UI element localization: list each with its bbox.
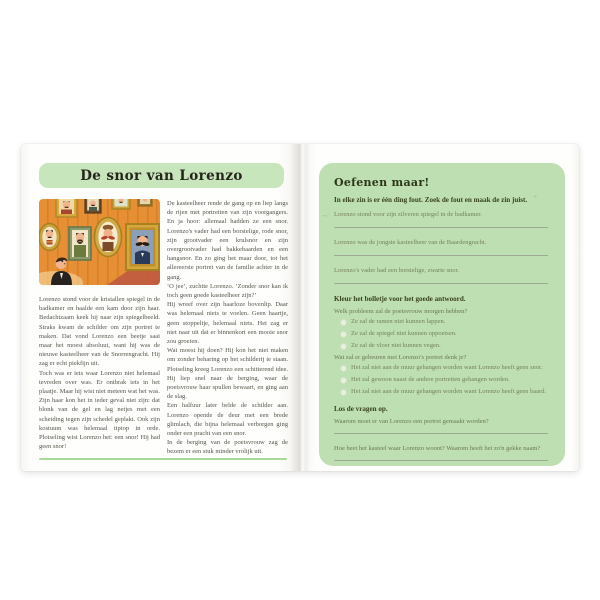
fix-sentence-item	[334, 267, 550, 284]
portrait-frame	[138, 199, 152, 206]
answer-bullet[interactable]	[340, 331, 347, 338]
story-title: De snor van Lorenzo	[80, 167, 243, 184]
exercise-page	[300, 144, 579, 471]
mc-option[interactable]	[340, 318, 550, 326]
portrait-frame	[95, 218, 122, 257]
story-illustration	[39, 199, 160, 285]
answer-line[interactable]	[334, 254, 548, 256]
portrait-frame	[126, 224, 159, 270]
open-question-item	[334, 418, 550, 434]
sentence-to-fix: Lorenzo stond voor zijn zilveren spiegel in de badkamer.	[334, 211, 482, 218]
mc-option-label: Het zal gewoon naast de andere portretten gehangen worden.	[351, 376, 510, 383]
story-paragraph: In de berging van de poetsvrouw zag de bezem er een stuk minder vrolijk uit.	[167, 439, 288, 456]
exercise-instruction: In elke zin is er één ding fout. Zoek de fout en maak de zin juist.	[334, 196, 528, 204]
mc-option-label: Het zal niet aan de muur gehangen worden want Lorenzo heeft geen snor.	[351, 364, 543, 371]
story-text-left	[39, 295, 160, 451]
story-paragraph: Lorenzo stond voor de kristallen spiegel in de badkamer en haalde een kam door zijn haar. Bedachtzaam keek hij naar zijn spiegelbeeld. Straks kwam de schilder om zijn portret te maken. Dat vond Lorenzo een beetje saai maar het moest absoluut, want hij was de nieuwe kasteelheer van de Snorrengracht. Hij zag er echt piekfijn uit.	[39, 296, 160, 368]
exercise-heading: Oefenen maar!	[334, 176, 430, 189]
story-title-banner	[39, 163, 284, 188]
answer-line[interactable]	[334, 282, 548, 284]
mc-option[interactable]	[340, 388, 550, 396]
story-paragraph: Een halfuur later belde de schilder aan. Lorenzo opende de deur met een brede glimlach, die bijna helemaal verborgen ging onder een pracht van een snor.	[167, 402, 288, 438]
portrait-frame	[56, 199, 77, 217]
fix-sentence-item	[334, 239, 550, 256]
mc-option-label: Ze zal de spiegel niet kunnen oppoetsen.	[351, 330, 457, 337]
fix-sentence-item	[334, 211, 550, 228]
mc-option[interactable]	[340, 342, 550, 350]
choice-section-heading: Kleur het bolletje voor het goede antwoord.	[334, 295, 466, 303]
decorative-mark: ⁎	[533, 192, 537, 200]
open-question: Waarom moet er van Lorenzo een portret gemaakt worden?	[334, 418, 489, 425]
story-text-right	[167, 199, 288, 457]
exercise-panel	[319, 163, 565, 466]
mc-option-label: Het zal niet aan de muur gehangen worden want Lorenzo heeft geen baard.	[351, 388, 547, 395]
story-paragraph: De kasteelheer rende de gang op en liep langs de rijen met portretten van zijn voorgangers. En ja hoor: allemaal hadden ze een snor. Lorenzo's vader had een borstelige, rode snor, zijn grootvader een krulsnor en zijn overgrootvader had bakkebaarden en een hangsnor. En zo ging het maar door, tot het allereerste portret van de familie achter in de gang.	[167, 200, 288, 281]
story-column-left	[39, 199, 160, 457]
mc-option-label: Ze zal de vloer niet kunnen vegen.	[351, 342, 441, 349]
answer-bullet[interactable]	[340, 365, 347, 372]
story-page	[21, 144, 300, 471]
answer-bullet[interactable]	[340, 319, 347, 326]
open-question: Hoe heet het kasteel waar Lorenzo woont? Waarom heeft het zo'n gekke naam?	[334, 445, 541, 452]
answer-line[interactable]	[334, 432, 548, 434]
answer-bullet[interactable]	[340, 343, 347, 350]
story-columns	[39, 199, 288, 457]
open-section-heading: Los de vragen op.	[334, 405, 388, 413]
book-spread	[21, 144, 579, 471]
mc-question: Welk probleem zal de poetsvrouw morgen hebben?	[334, 308, 468, 315]
decorative-mark: ⁓	[322, 212, 329, 220]
portrait-frame	[69, 227, 91, 260]
mc-option[interactable]	[340, 376, 550, 384]
story-column-right	[167, 199, 288, 457]
portrait-frame	[39, 224, 60, 251]
page-divider-rule	[39, 458, 287, 461]
mc-option[interactable]	[340, 364, 550, 372]
story-paragraph: Toch was er iets waar Lorenzo niet helemaal tevreden over was. Er ontbrak iets in het plaatje. Maar hij wist niet meteen wat het was. Zijn haar kon het in ieder geval niet zijn: dat blonk van de gel en lag netjes met een scheiding tegen zijn schedel geplakt. Ook zijn kostuum was helemaal tiptop in orde. Plotseling wist Lorenzo het: een snor! Hij had geen snor!	[39, 369, 160, 451]
portrait-frame	[85, 199, 101, 213]
open-question-item	[334, 445, 550, 461]
sentence-to-fix: Lorenzo's vader had een borstelige, zwarte snor.	[334, 267, 459, 274]
mc-question: Wat zal er gebeuren met Lorenzo's portret denk je?	[334, 354, 467, 361]
answer-bullet[interactable]	[340, 377, 347, 384]
story-paragraph: ‘O jee’, zuchtte Lorenzo. ‘Zonder snor kan ik toch geen goede kasteelheer zijn?’	[167, 282, 288, 300]
story-paragraph: Hij wreef over zijn haarloze bovenlip. Daar was helemaal niets te voelen. Geen haartje, geen stoppeltje, helemaal niets. Het zag er niet naar uit dat er binnenkort een mooie snor zou groeien.	[167, 301, 288, 346]
mc-option[interactable]	[340, 330, 550, 338]
portrait-frame	[112, 199, 130, 209]
sentence-to-fix: Lorenzo was de jongste kasteelheer van de Baardengracht.	[334, 239, 487, 246]
answer-line[interactable]	[334, 459, 548, 461]
answer-line[interactable]	[334, 226, 548, 228]
mc-option-label: Ze zal de ramen niet kunnen lappen.	[351, 318, 446, 325]
answer-bullet[interactable]	[340, 389, 347, 396]
story-paragraph: Wat moest hij doen? Hij kon het niet maken om zonder beharing op het schilderij te staan. Plotseling kreeg Lorenzo een schitterend idee. Hij liep snel naar de berging, waar de poetsvrouw haar spullen bewaart, en ging aan de slag.	[167, 347, 288, 401]
